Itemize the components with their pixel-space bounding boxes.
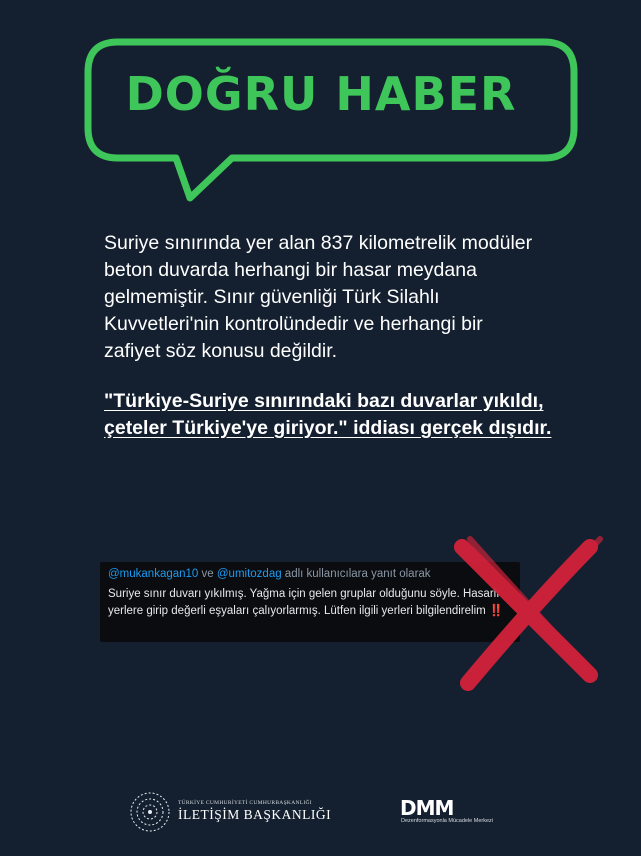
red-x-cross-icon	[440, 525, 610, 695]
org2-name: Dezenformasyonla Mücadele Merkezi	[401, 818, 494, 824]
tweet-body: Suriye sınır duvarı yıkılmış. Yağma için gelen gruplar olduğunu söyle. Hasarlı yerlere girip değerli eşyaları çalıyorlarmış. Lütfen ilgili yerleri bilgilendirelim	[108, 588, 500, 617]
tweet-mention-2: @umitozdag	[216, 568, 282, 580]
speech-bubble	[0, 0, 641, 220]
org1-name: İLETİŞİM BAŞKANLIĞI	[178, 807, 332, 822]
headline: DOĞRU HABER	[125, 67, 517, 121]
org2-abbr: DMM	[400, 796, 454, 820]
double-exclamation-icon: ‼️	[488, 605, 504, 617]
tweet-reply-suffix: adlı kullanıcılara yanıt olarak	[281, 568, 431, 580]
tweet-connector: ve	[198, 568, 217, 580]
tweet-mention-1: @mukankagan10	[108, 568, 199, 580]
org1-small-title: TÜRKİYE CUMHURİYETİ CUMHURBAŞKANLIĞI	[178, 800, 312, 806]
statement-text: Suriye sınırında yer alan 837 kilometrelik modüler beton duvarda herhangi bir hasar meydana gelmemiştir. Sınır güvenliği Türk Silahlı Kuvvetleri'nin kontrolündedir ve herhangi bir zafiyet söz konusu değildir.	[104, 232, 533, 362]
debunked-claim: "Türkiye-Suriye sınırındaki bazı duvarlar yıkıldı, çeteler Türkiye'ye giriyor." iddiası gerçek dışıdır.	[104, 390, 552, 439]
dmm-logo	[398, 796, 528, 832]
iletisim-baskanligi-logo	[128, 790, 338, 834]
tweet-reply-line	[108, 568, 431, 580]
presidency-emblem-icon	[128, 790, 172, 834]
